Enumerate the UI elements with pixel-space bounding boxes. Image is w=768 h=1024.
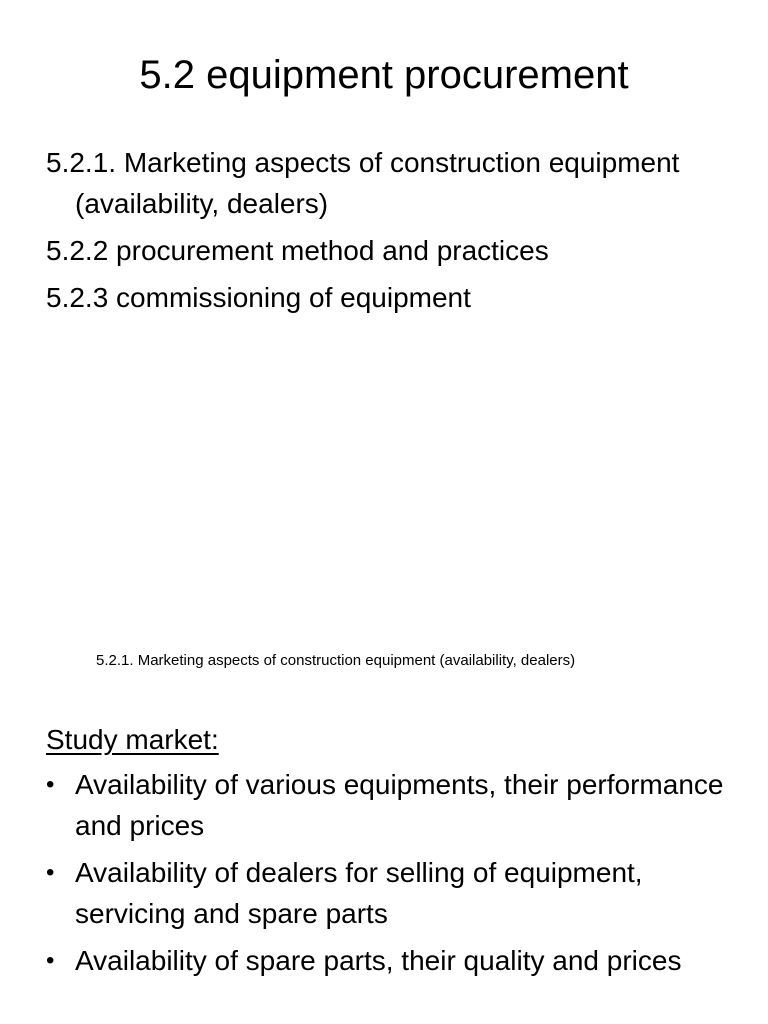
- topic-item: 5.2.2 procurement method and practices: [46, 235, 549, 266]
- section-heading: Study market:: [46, 724, 219, 755]
- bullet-item: [46, 852, 736, 934]
- slide-title: 5.2 equipment procurement: [139, 53, 629, 97]
- bullet-item: [46, 940, 736, 981]
- bullet-icon: •: [46, 771, 55, 798]
- bullet-text: Availability of various equipments, their performance and prices: [75, 769, 724, 841]
- bullet-text: Availability of spare parts, their quality and prices: [75, 945, 682, 976]
- topic-item: 5.2.3 commissioning of equipment: [46, 282, 471, 313]
- bullet-icon: •: [46, 947, 55, 974]
- slide-caption: 5.2.1. Marketing aspects of construction equipment (availability, dealers): [96, 652, 576, 669]
- bullet-icon: •: [46, 859, 55, 886]
- topic-item: 5.2.1. Marketing aspects of construction equipment (availability, dealers): [46, 147, 680, 219]
- bullet-item: [46, 764, 736, 846]
- bullet-text: Availability of dealers for selling of equipment, servicing and spare parts: [75, 857, 643, 929]
- topic-list: [46, 142, 726, 324]
- bullet-list: [46, 764, 736, 987]
